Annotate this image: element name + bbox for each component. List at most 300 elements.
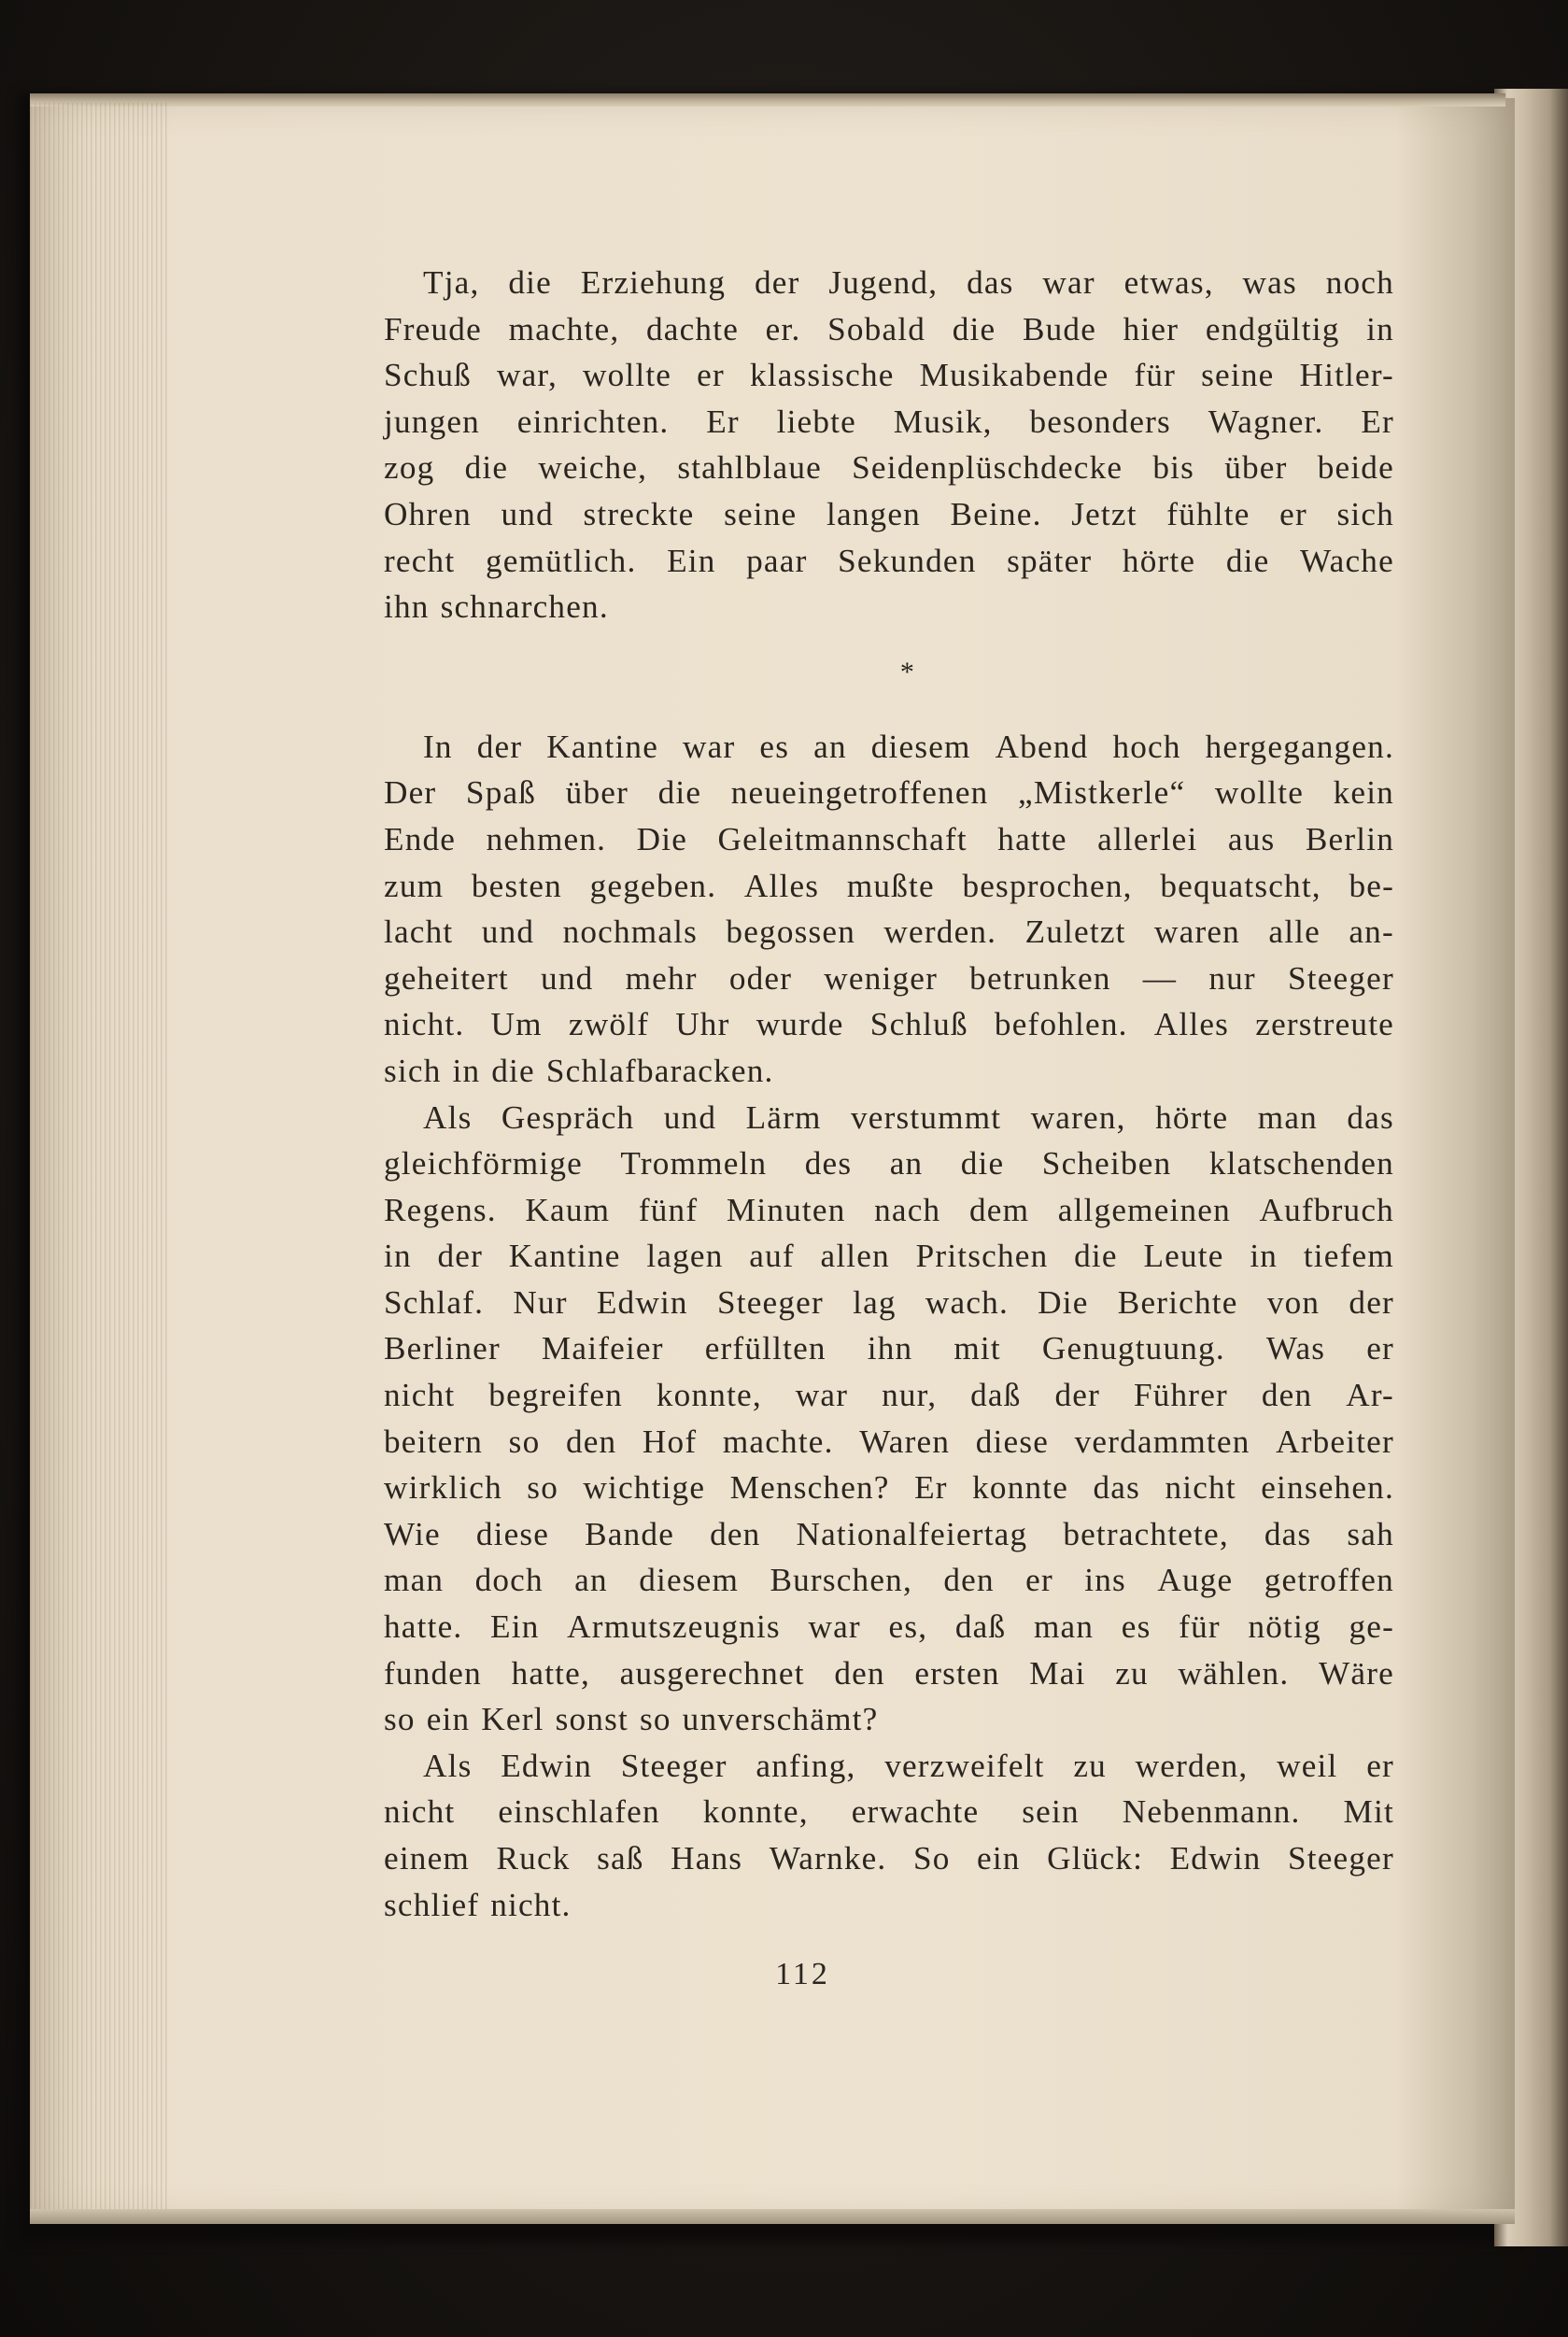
word: erfüllten — [704, 1330, 826, 1367]
word: Hitler- — [1299, 357, 1394, 394]
word: Schlaf. — [384, 1283, 485, 1321]
word: man — [384, 1562, 445, 1599]
text-line — [384, 1696, 1394, 1743]
word: Abend — [995, 728, 1089, 765]
word: Aufbruch — [1259, 1191, 1394, 1228]
word: Pritschen — [915, 1238, 1049, 1275]
word: anfing, — [756, 1747, 856, 1784]
word: so — [508, 1423, 541, 1460]
word: begreifen — [488, 1377, 623, 1414]
word: Wäre — [1318, 1654, 1394, 1692]
text-line — [384, 399, 1394, 446]
word: der — [1054, 1377, 1100, 1414]
word: Zuletzt — [1024, 914, 1126, 951]
word: so — [384, 1701, 416, 1738]
word: erwachte — [851, 1793, 980, 1831]
word: war — [683, 728, 736, 765]
word: einem — [384, 1840, 470, 1877]
word: etwas, — [1123, 264, 1214, 301]
word: er — [697, 357, 725, 394]
word: ersten — [914, 1654, 1000, 1692]
page-text — [384, 260, 1394, 1928]
word: betrachtete, — [1063, 1515, 1229, 1552]
text-line — [384, 1048, 1394, 1095]
word: ein — [426, 1701, 471, 1738]
word: das — [1093, 1469, 1141, 1507]
word: Ar- — [1346, 1377, 1394, 1414]
text-line — [384, 1789, 1394, 1835]
word: Nationalfeiertag — [796, 1515, 1028, 1552]
word: Kantine — [508, 1238, 621, 1275]
word: hörte — [1155, 1098, 1229, 1136]
word: Die — [636, 820, 688, 857]
word: alle — [1268, 914, 1321, 951]
word: die — [1074, 1238, 1118, 1275]
word: Musikabende — [919, 357, 1109, 394]
word: liebte — [776, 403, 856, 440]
word: kein — [1333, 774, 1394, 812]
word: die — [508, 264, 552, 301]
word: Berichte — [1117, 1283, 1238, 1321]
word: fühlte — [1166, 495, 1250, 532]
word: werden, — [1135, 1747, 1249, 1784]
text-line — [384, 1187, 1394, 1234]
word: Leute — [1143, 1238, 1224, 1275]
word: es, — [888, 1608, 928, 1646]
word: der — [437, 1238, 484, 1275]
word: Genugtuung. — [1041, 1330, 1225, 1367]
word: Ein — [667, 542, 716, 579]
word: Wie — [384, 1515, 441, 1552]
paragraph-3 — [384, 1095, 1394, 1743]
text-line — [384, 1650, 1394, 1697]
word: einschlafen — [498, 1793, 660, 1831]
word: Geleitmannschaft — [717, 820, 968, 857]
word: Jetzt — [1071, 495, 1137, 532]
word: „Mistkerle“ — [1018, 774, 1186, 812]
word: man — [1257, 1098, 1318, 1136]
word: Was — [1265, 1330, 1326, 1367]
word: Schluß — [869, 1006, 968, 1043]
word: schnarchen. — [440, 588, 609, 626]
word: Ohren — [384, 495, 472, 532]
word: Steeger — [620, 1747, 727, 1784]
word: daß — [970, 1377, 1022, 1414]
paragraph-1 — [384, 260, 1394, 630]
word: be- — [1349, 867, 1394, 904]
word: auf — [749, 1238, 795, 1275]
word: paar — [746, 542, 808, 579]
word: an — [889, 1145, 924, 1183]
word: Sobald — [827, 310, 926, 347]
word: neueingetroffenen — [730, 774, 989, 812]
word: Wagner. — [1208, 403, 1324, 440]
word: mehr — [625, 959, 698, 997]
word: hier — [1123, 310, 1180, 347]
word: konnte, — [702, 1793, 809, 1831]
word: Steeger — [1287, 1840, 1394, 1877]
word: nach — [874, 1191, 941, 1228]
word: recht — [384, 542, 456, 579]
word: es — [1121, 1608, 1151, 1646]
word: weil — [1277, 1747, 1338, 1784]
text-line — [384, 863, 1394, 910]
word: man — [1033, 1608, 1095, 1646]
word: besprochen, — [962, 867, 1133, 904]
word: werden. — [883, 914, 997, 951]
word: besten — [471, 867, 562, 904]
word: mußte — [846, 867, 935, 904]
word: Uhr — [675, 1006, 730, 1043]
word: wollte — [582, 357, 672, 394]
word: So — [912, 1840, 951, 1877]
text-line — [384, 816, 1394, 863]
text-line — [384, 1095, 1394, 1141]
word: in — [1366, 310, 1394, 347]
word: — — [1142, 959, 1178, 997]
word: in — [452, 1052, 481, 1089]
text-line — [384, 445, 1394, 491]
word: wurde — [756, 1006, 844, 1043]
word: Hans — [671, 1840, 743, 1877]
word: gleichförmige — [384, 1145, 583, 1183]
word: er. — [765, 310, 801, 347]
word: getroffen — [1264, 1562, 1394, 1599]
word: nicht — [1165, 1469, 1236, 1507]
word: so — [527, 1469, 558, 1507]
word: diese — [475, 1515, 550, 1552]
word: zu — [1073, 1747, 1107, 1784]
word: In — [423, 728, 453, 765]
word: Als — [423, 1098, 473, 1136]
word: fünf — [638, 1191, 699, 1228]
word: weniger — [824, 959, 939, 997]
word: Arbeiter — [1276, 1423, 1394, 1460]
word: nur — [1208, 959, 1256, 997]
word: nicht — [384, 1377, 456, 1414]
word: nicht. — [490, 1886, 572, 1923]
word: Menschen? — [729, 1469, 890, 1507]
word: gegeben. — [589, 867, 717, 904]
word: die — [952, 310, 996, 347]
word: Führer — [1133, 1377, 1228, 1414]
word: nur, — [882, 1377, 938, 1414]
section-break: * — [899, 656, 916, 687]
word: tiefem — [1303, 1238, 1394, 1275]
word: später — [1007, 542, 1093, 579]
text-line — [384, 909, 1394, 956]
word: klassische — [749, 357, 895, 394]
word: an- — [1349, 914, 1394, 951]
word: der — [476, 728, 523, 765]
word: nicht — [384, 1793, 456, 1831]
text-line — [384, 1325, 1394, 1372]
word: ihn — [867, 1330, 913, 1367]
text-line — [384, 1372, 1394, 1419]
word: von — [1266, 1283, 1321, 1321]
word: er — [1025, 1562, 1053, 1599]
word: betrunken — [969, 959, 1111, 997]
word: Beine. — [950, 495, 1042, 532]
word: aus — [1227, 820, 1276, 857]
text-line — [384, 538, 1394, 585]
word: daß — [954, 1608, 1007, 1646]
word: sich — [384, 1052, 442, 1089]
text-line — [384, 956, 1394, 1002]
word: war — [1042, 264, 1095, 301]
word: zum — [384, 867, 445, 904]
word: Alles — [1153, 1006, 1230, 1043]
word: Schlafbaracken. — [545, 1052, 774, 1089]
word: zwölf — [568, 1006, 650, 1043]
word: für — [1179, 1608, 1221, 1646]
word: und — [541, 959, 594, 997]
word: die — [960, 1145, 1005, 1183]
word: Der — [384, 774, 437, 812]
page-stack-edges — [30, 103, 170, 2218]
word: endgültig — [1205, 310, 1340, 347]
word: hörte — [1122, 542, 1196, 579]
word: Steeger — [1287, 959, 1394, 997]
text-line — [384, 1835, 1394, 1882]
word: Warnke. — [769, 1840, 887, 1877]
word: Edwin — [501, 1747, 593, 1784]
word: Tja, — [423, 264, 480, 301]
word: die — [657, 774, 702, 812]
word: Mai — [1029, 1654, 1086, 1692]
word: ins — [1084, 1562, 1126, 1599]
word: weiche, — [538, 449, 648, 487]
word: zu — [1115, 1654, 1149, 1692]
word: die — [491, 1052, 535, 1089]
word: und — [481, 914, 535, 951]
word: beide — [1317, 449, 1394, 487]
word: wollte — [1214, 774, 1305, 812]
text-line — [384, 1465, 1394, 1511]
text-line — [384, 1419, 1394, 1466]
word: Kaum — [525, 1191, 611, 1228]
word: ein — [977, 1840, 1021, 1877]
word: Nur — [513, 1283, 568, 1321]
word: diese — [975, 1423, 1050, 1460]
word: doch — [474, 1562, 544, 1599]
word: zog — [384, 449, 435, 487]
word: was — [1242, 264, 1297, 301]
word: Musik, — [893, 403, 993, 440]
text-line — [384, 1557, 1394, 1604]
paragraph-2 — [384, 724, 1394, 1095]
text-line — [384, 1001, 1394, 1048]
word: Die — [1038, 1283, 1089, 1321]
word: verstummt — [850, 1098, 1002, 1136]
word: mit — [954, 1330, 1001, 1367]
page-bottom-edge — [30, 2209, 1515, 2224]
word: allen — [820, 1238, 890, 1275]
word: Ende — [384, 820, 457, 857]
word: hatte, — [511, 1654, 590, 1692]
word: Ein — [490, 1608, 540, 1646]
word: Bande — [585, 1515, 675, 1552]
word: Trommeln — [620, 1145, 768, 1183]
word: ge- — [1349, 1608, 1394, 1646]
text-line — [384, 1743, 1394, 1790]
word: Seidenplüschdecke — [852, 449, 1123, 487]
word: konnte, — [656, 1377, 762, 1414]
word: zerstreute — [1255, 1006, 1394, 1043]
word: die — [464, 449, 509, 487]
word: streckte — [583, 495, 695, 532]
word: schlief — [384, 1886, 480, 1923]
word: dachte — [646, 310, 740, 347]
word: wichtige — [583, 1469, 706, 1507]
text-line — [384, 260, 1394, 306]
word: Kantine — [546, 728, 659, 765]
word: wach. — [925, 1283, 1009, 1321]
text-line — [384, 352, 1394, 399]
word: Berliner — [384, 1330, 501, 1367]
text-line — [384, 1233, 1394, 1280]
word: beitern — [384, 1423, 484, 1460]
word: machte, — [508, 310, 620, 347]
word: lacht — [384, 914, 454, 951]
word: Waren — [859, 1423, 951, 1460]
word: hatte. — [384, 1608, 463, 1646]
word: Nebenmann. — [1122, 1793, 1301, 1831]
word: stahlblaue — [677, 449, 822, 487]
page-top-edge — [30, 93, 1505, 106]
word: nehmen. — [486, 820, 607, 857]
word: Scheiben — [1041, 1145, 1172, 1183]
word: seine — [724, 495, 798, 532]
word: Schuß — [384, 357, 472, 394]
word: Wache — [1300, 542, 1394, 579]
word: verdammten — [1074, 1423, 1250, 1460]
word: hergegangen. — [1205, 728, 1394, 765]
page-number: 112 — [775, 1957, 830, 1991]
word: das — [967, 264, 1014, 301]
word: Er — [706, 403, 740, 440]
word: Freude — [384, 310, 482, 347]
word: besonders — [1029, 403, 1171, 440]
text-line — [384, 1280, 1394, 1326]
word: ausgerechnet — [619, 1654, 805, 1692]
word: Minuten — [726, 1191, 846, 1228]
word: lag — [853, 1283, 897, 1321]
text-line — [384, 770, 1394, 816]
word: funden — [384, 1654, 482, 1692]
paragraph-4 — [384, 1743, 1394, 1928]
word: waren, — [1030, 1098, 1126, 1136]
word: Edwin — [596, 1283, 688, 1321]
word: so — [639, 1701, 671, 1738]
word: die — [1225, 542, 1270, 579]
word: Hof — [642, 1423, 698, 1460]
word: er — [1366, 1747, 1394, 1784]
word: einrichten. — [516, 403, 670, 440]
word: allgemeinen — [1057, 1191, 1231, 1228]
word: in — [1250, 1238, 1278, 1275]
text-line — [384, 1140, 1394, 1187]
text-line — [384, 1511, 1394, 1558]
word: Ruck — [496, 1840, 571, 1877]
word: Auge — [1157, 1562, 1234, 1599]
word: Steeger — [716, 1283, 824, 1321]
word: bequatscht, — [1160, 867, 1321, 904]
word: nochmals — [562, 914, 699, 951]
text-line — [384, 491, 1394, 538]
word: den — [565, 1423, 617, 1460]
word: Als — [423, 1747, 473, 1784]
word: der — [754, 264, 800, 301]
word: saß — [597, 1840, 644, 1877]
word: über — [1224, 449, 1288, 487]
word: in — [384, 1238, 412, 1275]
word: über — [565, 774, 629, 812]
word: des — [804, 1145, 853, 1183]
word: den — [834, 1654, 885, 1692]
word: gemütlich. — [485, 542, 637, 579]
word: einsehen. — [1261, 1469, 1394, 1507]
word: Regens. — [384, 1191, 497, 1228]
word: lagen — [646, 1238, 724, 1275]
word: seine — [1201, 357, 1275, 394]
word: bis — [1152, 449, 1195, 487]
word: Maifeier — [541, 1330, 664, 1367]
word: begossen — [726, 914, 856, 951]
word: hatte — [997, 820, 1067, 857]
word: diesem — [639, 1562, 740, 1599]
word: klatschenden — [1208, 1145, 1394, 1183]
word: sonst — [555, 1701, 629, 1738]
word: verzweifelt — [884, 1747, 1045, 1784]
text-line — [384, 724, 1394, 771]
word: den — [1261, 1377, 1313, 1414]
word: war — [795, 1377, 849, 1414]
word: und — [663, 1098, 717, 1136]
word: oder — [728, 959, 793, 997]
word: Kerl — [481, 1701, 544, 1738]
word: und — [501, 495, 554, 532]
word: Um — [490, 1006, 543, 1043]
word: noch — [1325, 264, 1394, 301]
word: den — [943, 1562, 995, 1599]
word: sich — [1336, 495, 1394, 532]
word: Lärm — [745, 1098, 822, 1136]
word: langen — [826, 495, 921, 532]
word: Erziehung — [580, 264, 727, 301]
text-line — [384, 1604, 1394, 1650]
word: an — [813, 728, 847, 765]
word: befohlen. — [994, 1006, 1128, 1043]
word: für — [1134, 357, 1177, 394]
word: Armutszeugnis — [567, 1608, 781, 1646]
text-line — [384, 1882, 1394, 1929]
word: sein — [1022, 1793, 1080, 1831]
word: konnte — [972, 1469, 1069, 1507]
word: das — [1347, 1098, 1394, 1136]
word: Er — [914, 1469, 948, 1507]
word: es — [759, 728, 790, 765]
word: Edwin — [1169, 1840, 1262, 1877]
word: Sekunden — [838, 542, 977, 579]
word: diesem — [870, 728, 971, 765]
word: Jugend, — [828, 264, 939, 301]
word: nicht. — [384, 1006, 465, 1043]
word: Berlin — [1305, 820, 1394, 857]
word: wählen. — [1178, 1654, 1290, 1692]
word: sah — [1347, 1515, 1394, 1552]
word: er — [1279, 495, 1307, 532]
